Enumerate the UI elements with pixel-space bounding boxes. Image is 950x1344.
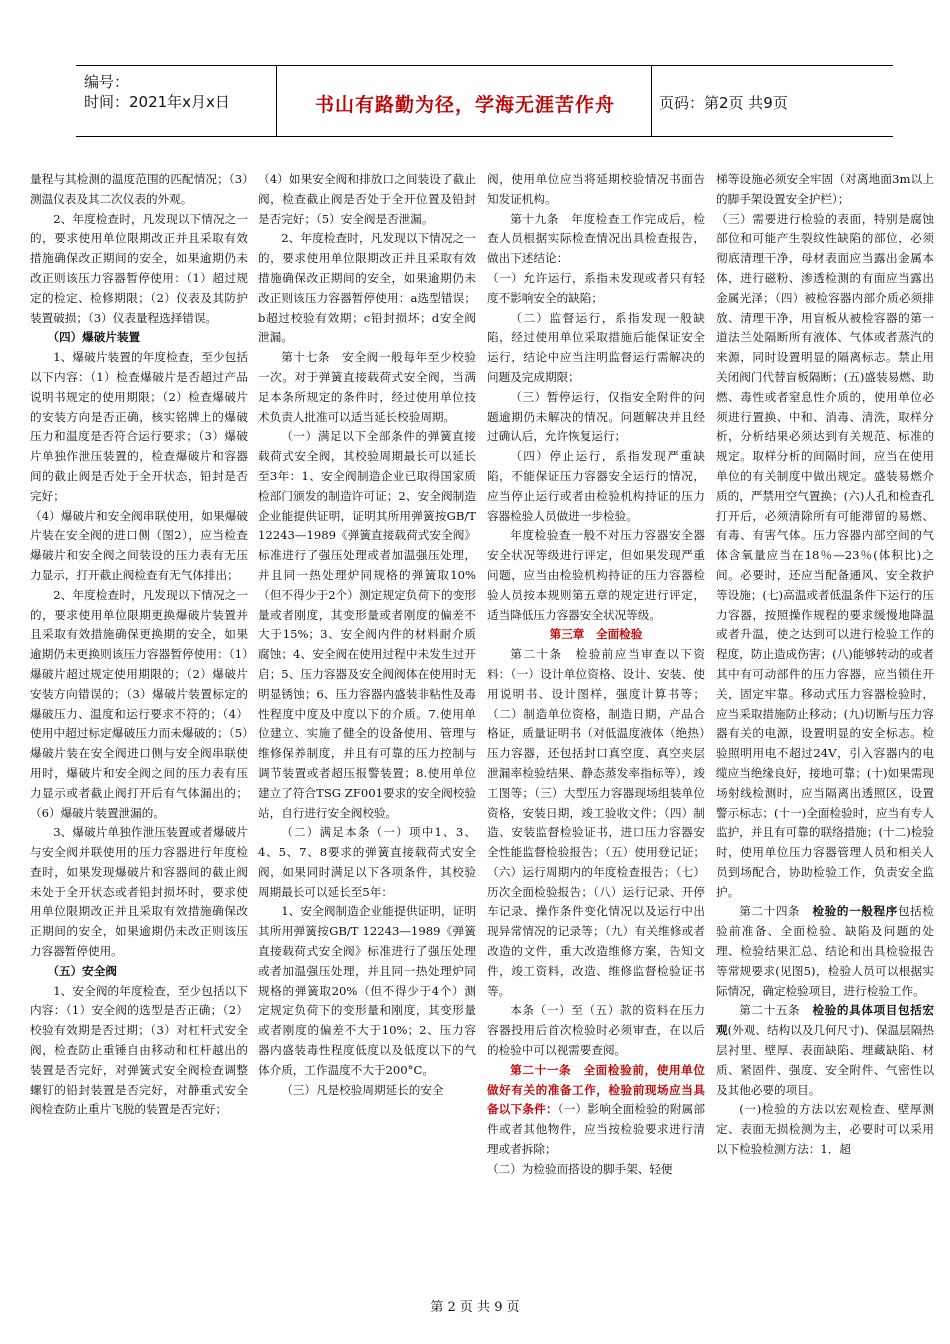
paragraph: 本条（一）至（五）款的资料在压力容器投用后首次检验时必须审查，在以后的检验中可以视需要查阅。 bbox=[487, 1003, 705, 1058]
paragraph: 1、安全阀制造企业能提供证明，证明其所用弹簧按GB/T 12243—1989《弹簧直接载荷式安全阀》标准进行了强压处理或者加温强压处理，并且同一热处理炉同规格的弹簧取20%（但不得少于4个）测定规定负荷下的变形量和刚度，其变形量或者刚度的偏差不大于10%；2、压力容器内盛装毒性程度低度以及低度以下的气体介质，工作温度不大于200°C。 bbox=[258, 904, 476, 1077]
paragraph: （4）爆破片和安全阀串联使用，如果爆破片装在安全阀的进口侧（图2），应当检查爆破片和安全阀之间装设的压力表有无压力显示，打开截止阀检查有无气体排出； bbox=[30, 508, 248, 582]
paragraph: （四）停止运行，系指发现严重缺陷，不能保证压力容器安全运行的情况，应当停止运行或者由检验机构持证的压力容器检验人员做进一步检验。 bbox=[487, 449, 705, 523]
text-column-3 bbox=[487, 170, 705, 1180]
paragraph: (一)检验的方法以宏观检查、壁厚测定、表面无损检测为主，必要时可以采用以下检验检测方法：1．超 bbox=[716, 1102, 934, 1157]
paragraph: （4）如果安全阀和排放口之间装设了截止阀，检查截止阀是否处于全开位置及铅封是否完好；（5）安全阀是否泄漏。 bbox=[258, 172, 476, 226]
paragraph: （三）暂停运行，仅指安全附件的问题逾期仍未解决的情况。问题解决并且经过确认后，允许恢复运行； bbox=[487, 389, 705, 444]
paragraph-text: (外观、结构以及几何尺寸)、保温层隔热层衬里、壁厚、表面缺陷、埋藏缺陷、材质、紧固件、强度、安全附件、气密性以及其他必要的项目。 bbox=[716, 1023, 934, 1097]
paragraph bbox=[487, 1061, 705, 1160]
paragraph: 3、爆破片单独作泄压装置或者爆破片与安全阀并联使用的压力容器进行年度检查时，如果发现爆破片和容器间的截止阀未处于全开状态或者铅封损坏时，要求使用单位限期改正并且采取有效措施确保改正期间的安全，如果逾期仍未改正则该压力容器暂停使用。 bbox=[30, 825, 248, 959]
paragraph: 1、爆破片装置的年度检查，至少包括以下内容：（1）检查爆破片是否超过产品说明书规定的使用期限；（2）检查爆破片的安装方向是否正确，核实铭牌上的爆破压力和温度是否符合运行要求；（3）爆破片单独作泄压装置的，检查爆破片和容器间的截止阀是否处于全开状态，铅封是否完好； bbox=[30, 350, 248, 503]
paragraph: （三）凡是校验周期延长的安全 bbox=[281, 1082, 444, 1097]
paragraph: 阀，使用单位应当将延期校验情况书面告知发证机构。 bbox=[487, 172, 705, 206]
paragraph-text: （一）影响全面检验的附属部件或者其他物件，应当按检验要求进行清理或者拆除； bbox=[487, 1102, 705, 1157]
paragraph: （三）需要进行检验的表面，特别是腐蚀部位和可能产生裂纹性缺陷的部位，必须彻底清理干净，母材表面应当露出金属本体，进行磁粉、渗透检测的有面应当露出金属光泽；（四）被检容器内部介质必须排放、清理干净，用盲板从被检容器的第一道法兰处隔断所有液体、气体或者蒸汽的来源，同时设置明显的隔离标志。禁止用关闭阀门代替盲板隔断；(五)盛装易燃、助燃、毒性或者窒息性介质的，使用单位必须进行置换、中和、消毒、清洗，取样分析，分析结果必须达到有关规范、标准的规定。取样分析的间隔时间，应当在使用单位的有关制度中做出规定。盛装易燃介质的，严禁用空气置换；(六)人孔和检查孔打开后，必须清除所有可能滞留的易燃、有毒、有害气体。压力容器内部空间的气体含氧量应当在18％—23％(体积比)之间。必要时，还应当配备通风、安全救护等设施；(七)高温或者低温条件下运行的压力容器，按照操作规程的要求缓慢地降温或者升温，使之达到可以进行检验工作的程度，防止造成伤害；(八)能够转动的或者其中有可动部件的压力容器，应当锁住开关，固定牢靠。移动式压力容器检验时，应当采取措施防止移动；(九)切断与压力容器有关的电源，设置明显的安全标志。检验照明用电不超过24V，引入容器内的电缆应当绝缘良好，接地可靠；(十)如果需现场射线检测时，应当隔离出透照区，设置警示标志；(十一)全面检验时，应当有专人监护，并且有可靠的联络措施；(十二)检验时，使用单位压力容器管理人员和相关人员到场配合，协助检验工作，负责安全监护。 bbox=[716, 211, 934, 899]
paragraph: 量程与其检测的温度范围的匹配情况；（3）测温仪表及其二次仪表的外观。 bbox=[30, 172, 248, 206]
article-number: 第二十五条 bbox=[739, 1003, 813, 1018]
text-column-1 bbox=[30, 170, 248, 1120]
document-number-label: 编号： bbox=[84, 73, 130, 91]
paragraph: 1、安全阀的年度检查，至少包括以下内容：（1）安全阀的选型是否正确；（2）校验有效期是否过期；（3）对杠杆式安全阀，检查防止重锤自由移动和杠杆越出的装置是否完好，对弹簧式安全阀检查调整螺钉的铅封装置是否完好，对静重式安全阀检查防止重片飞脱的装置是否完好； bbox=[30, 983, 248, 1117]
paragraph: 2、年度检查时，凡发现以下情况之一的，要求使用单位限期改正并且采取有效措施确保改正期间的安全，如果逾期仍未改正则该压力容器暂停使用：（1）超过规定的检定、检修期限；（2）仪表及其防护装置破损；（3）仪表量程选择错误。 bbox=[30, 211, 248, 325]
paragraph: 第十七条 安全阀一般每年至少校验一次。对于弹簧直接载荷式安全阀，当满足本条所规定的条件时，经过使用单位技术负责人批准可以适当延长校验周期。 bbox=[258, 350, 476, 424]
header-motto: 书山有路勤为径，学海无涯苦作舟 bbox=[314, 94, 615, 116]
paragraph: 2、年度检查时，凡发现以下情况之一的，要求使用单位限期改正并且采取有效措施确保改正期间的安全，如果逾期仍未改正则该压力容器暂停使用：a选型错误；b超过校验有效期；c铅封损坏；d安全阀泄漏。 bbox=[258, 231, 476, 345]
paragraph: （一）满足以下全部条件的弹簧直接载荷式安全阀，其校验周期最长可以延长至3年：1、安全阀制造企业已取得国家质检部门颁发的制造许可证；2、安全阀制造企业能提供证明，证明其所用弹簧按GB/T 12243—1989《弹簧直接载荷式安全阀》标准进行了强压处理或者加温强压处理，并且同一热处理炉同规格的弹簧取10%（但不得少于2个）测定规定负荷下的变形量或者刚度，其变形量或者刚度的偏差不大于15%；3、安全阀内件的材料耐介质腐蚀；4、安全阀在使用过程中未发生过开启；5、压力容器及安全阀阀体在使用时无明显锈蚀；6、压力容器内盛装非粘性及毒性程度中度及中度以下的介质。7.使用单位建立、实施了健全的设备使用、管理与维修保养制度，并且有可靠的压力控制与调节装置或者超压报警装置；8.使用单位建立了符合TSG ZF001要求的安全阀校验站，自行进行安全阀校验。 bbox=[258, 429, 476, 820]
paragraph: （二）为检验而搭设的脚手架、轻便 bbox=[487, 1161, 673, 1176]
chapter-heading: 第三章 全面检验 bbox=[549, 627, 643, 642]
paragraph-text: 包括检验前准备、全面检验、缺陷及问题的处理、检验结果汇总、结论和出具检验报告等常规要求(见图5)，检验人员可以根据实际情况，确定检验项目，进行检验工作。 bbox=[716, 904, 934, 998]
document-time-label: 时间：2021年x月x日 bbox=[84, 93, 230, 111]
paragraph: （一）允许运行，系指未发现或者只有轻度不影响安全的缺陷； bbox=[487, 270, 705, 305]
paragraph: （二）监督运行，系指发现一般缺陷，经过使用单位采取措施后能保证安全运行，结论中应当注明监督运行需解决的问题及完成期限； bbox=[487, 310, 705, 384]
paragraph: 第十九条 年度检查工作完成后，检查人员根据实际检查情况出具检查报告，做出下述结论： bbox=[487, 211, 705, 266]
article-heading: 第二十一条 全面检验前，使用单位做好有关的准备工作，检验前现场应当具备以下条件： bbox=[487, 1062, 705, 1117]
paragraph: 梯等设施必须安全牢固（对离地面3m以上的脚手架设置安全护栏）； bbox=[716, 172, 934, 206]
header-divider bbox=[651, 66, 652, 136]
article-title: 检验的具体项目包括宏观 bbox=[716, 1003, 934, 1038]
text-column-4 bbox=[716, 170, 934, 1160]
page-header bbox=[76, 65, 893, 137]
page-footer: 第 2 页 共 9 页 bbox=[430, 1300, 520, 1315]
header-page-number: 页码：第2页 共9页 bbox=[659, 94, 788, 112]
section-heading: （五）安全阀 bbox=[47, 963, 117, 978]
paragraph bbox=[716, 902, 934, 1001]
header-divider bbox=[276, 66, 277, 136]
section-heading: （四）爆破片装置 bbox=[47, 330, 141, 345]
paragraph: 第二十条 检验前应当审查以下资料：（一）设计单位资格、设计、安装、使用说明书、设计图样，强度计算书等；（二）制造单位资格，制造日期，产品合格证，质量证明书（对低温度液体（绝热）压力容器，还包括封口真空度、真空夹层泄漏率检验结果、静态蒸发率指标等），竣工图等；（三）大型压力容器现场组装单位资格，安装日期，竣工验收文件；（四）制造、安装监督检验证书，进口压力容器安全性能监督检验报告；（五）使用登记证；（六）运行周期内的年度检查报告；（七）历次全面检验报告；（八）运行记录、开停车记录、操作条件变化情况以及运行中出现异常情况的记录等；（九）有关维修或者改造的文件，重大改造维修方案，告知文件，竣工资料，改造、维修监督检验证书等。 bbox=[487, 647, 705, 998]
paragraph bbox=[716, 1001, 934, 1100]
paragraph: （二）满足本条（一）项中1、3、4、5、7、8要求的弹簧直接载荷式安全阀，如果同时满足以下各项条件，其校验周期最长可以延长至5年： bbox=[258, 825, 476, 899]
paragraph: 2、年度检查时，凡发现以下情况之一的，要求使用单位限期更换爆破片装置并且采取有效措施确保更换期的安全，如果逾期仍未更换则该压力容器暂停使用：（1）爆破片超过规定使用期限的；（2）爆破片安装方向错误的；（3）爆破片装置标定的爆破压力、温度和运行要求不符的；（4）使用中超过标定爆破压力而未爆破的；（5）爆破片装在安全阀进口侧与安全阀串联使用时，爆破片和安全阀之间的压力表有压力显示或者截止阀打开后有气体漏出的；（6）爆破片装置泄漏的。 bbox=[30, 587, 248, 820]
article-number: 第二十四条 bbox=[739, 904, 813, 919]
text-column-2 bbox=[258, 170, 476, 1100]
header-meta bbox=[84, 72, 280, 112]
paragraph: 年度检验查一般不对压力容器安全器安全状况等级进行评定，但如果发现严重问题，应当由检验机构持证的压力容器检验人员按本规则第五章的规定进行评定，适当降低压力容器安全状况等级。 bbox=[487, 528, 705, 622]
article-title: 检验的一般程序 bbox=[812, 904, 898, 919]
